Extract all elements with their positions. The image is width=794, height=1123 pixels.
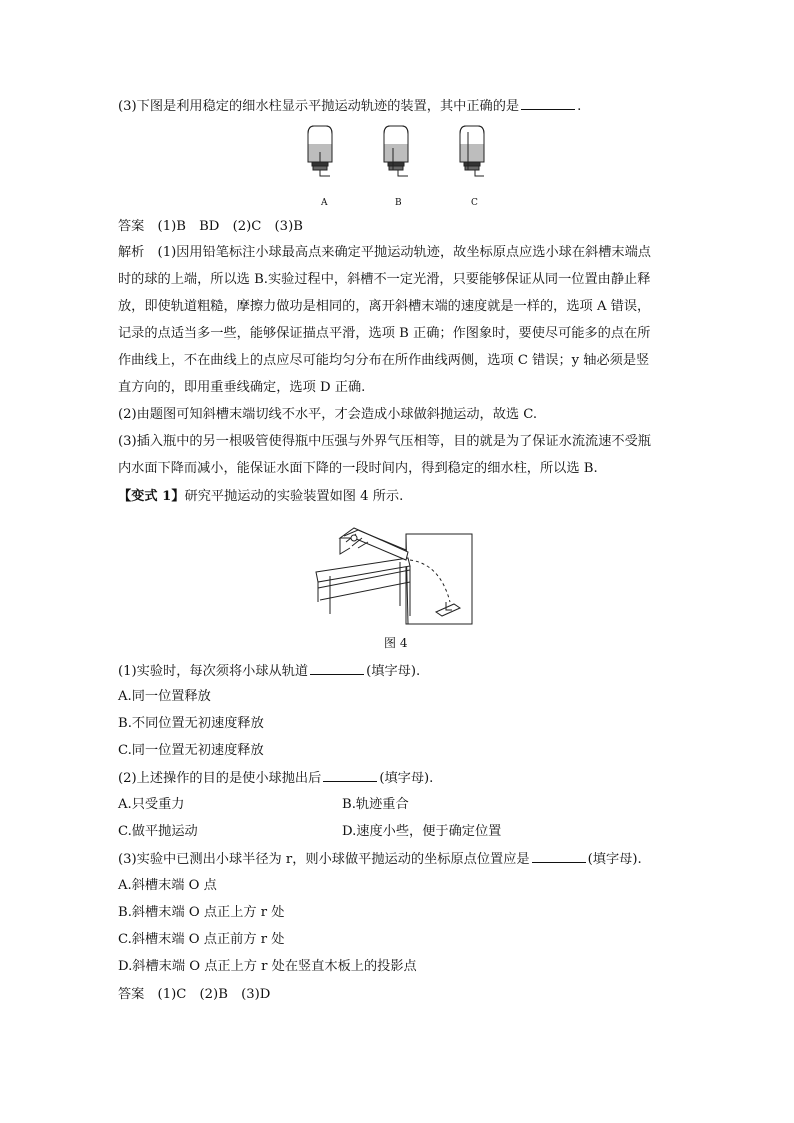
q1-option-b: B.不同位置无初速度释放 xyxy=(118,716,264,731)
analysis-line: 直方向的，即用重垂线确定，选项 D 正确. xyxy=(118,380,366,395)
q3-option-a: A.斜槽末端 O 点 xyxy=(118,878,217,893)
analysis-line: 作曲线上，不在曲线上的点应尽可能均匀分布在所作曲线两侧，选项 C 错误；y 轴必须是竖 xyxy=(118,353,650,368)
answer-1: 答案 (1)B BD (2)C (3)B xyxy=(118,219,303,234)
answer-blank xyxy=(521,97,575,110)
analysis-line: 放，即使轨道粗糙，摩擦力做功是相同的，离开斜槽末端的速度就是一样的，选项 A 错误， xyxy=(118,299,651,314)
bottle-a xyxy=(308,126,332,176)
analysis-line: 时的球的上端，所以选 B.实验过程中，斜槽不一定光滑，只要能够保证从同一位置由静止释 xyxy=(118,272,651,287)
answer-blank xyxy=(323,769,377,782)
analysis-line: (3)插入瓶中的另一根吸管使得瓶中压强与外界气压相等，目的就是为了保证水流流速不受瓶 xyxy=(118,434,651,449)
analysis-line: 解析 (1)因用铅笔标注小球最高点来确定平抛运动轨迹，故坐标原点应选小球在斜槽末端点 xyxy=(118,245,651,260)
question-3-text: (3)下图是利用稳定的细水柱显示平抛运动轨迹的装置，其中正确的是 xyxy=(118,99,520,114)
bottle-b xyxy=(384,126,408,176)
sub-question-2: (2)上述操作的目的是使小球抛出后 (填字母). xyxy=(118,771,434,786)
q2-option-b: B.轨迹重合 xyxy=(342,797,409,812)
analysis-line: 记录的点适当多一些，能够保证描点平滑，选项 B 正确；作图象时，要使尽可能多的点在所 xyxy=(118,326,651,341)
variant-text: 研究平抛运动的实验装置如图 4 所示. xyxy=(184,489,404,504)
variant-tag: 【变式 1】 xyxy=(118,489,185,504)
q2-option-c: C.做平抛运动 xyxy=(118,824,198,839)
projectile-apparatus-figure xyxy=(314,520,480,625)
q1-option-c: C.同一位置无初速度释放 xyxy=(118,743,264,758)
bottle-c xyxy=(460,126,484,176)
q3-option-d: D.斜槽末端 O 点正上方 r 处在竖直木板上的投影点 xyxy=(118,959,417,974)
fig3-label-b: B xyxy=(395,198,402,208)
question-3-line: (3)下图是利用稳定的细水柱显示平抛运动轨迹的装置，其中正确的是 . xyxy=(118,99,582,114)
q2-option-d: D.速度小些，便于确定位置 xyxy=(342,824,502,839)
fig3-label-a: A xyxy=(321,198,328,208)
answer-blank xyxy=(532,850,586,863)
q1-option-a: A.同一位置释放 xyxy=(118,689,211,704)
sub-question-1: (1)实验时，每次须将小球从轨道 (填字母). xyxy=(118,664,421,679)
analysis-line: (2)由题图可知斜槽末端切线不水平，才会造成小球做斜抛运动，故选 C. xyxy=(118,407,538,422)
answer-2: 答案 (1)C (2)B (3)D xyxy=(118,987,271,1002)
variant-heading xyxy=(118,488,403,506)
q3-option-c: C.斜槽末端 O 点正前方 r 处 xyxy=(118,932,285,947)
q2-option-a: A.只受重力 xyxy=(118,797,185,812)
analysis-line: 内水面下降而减小，能保证水面下降的一段时间内，得到稳定的细水柱，所以选 B. xyxy=(118,461,598,476)
fig3-label-c: C xyxy=(471,198,478,208)
figure-4-caption: 图 4 xyxy=(384,636,408,650)
answer-blank xyxy=(310,662,364,675)
sub-question-3: (3)实验中已测出小球半径为 r，则小球做平抛运动的坐标原点位置应是 (填字母). xyxy=(118,852,642,867)
q3-option-b: B.斜槽末端 O 点正上方 r 处 xyxy=(118,905,285,920)
